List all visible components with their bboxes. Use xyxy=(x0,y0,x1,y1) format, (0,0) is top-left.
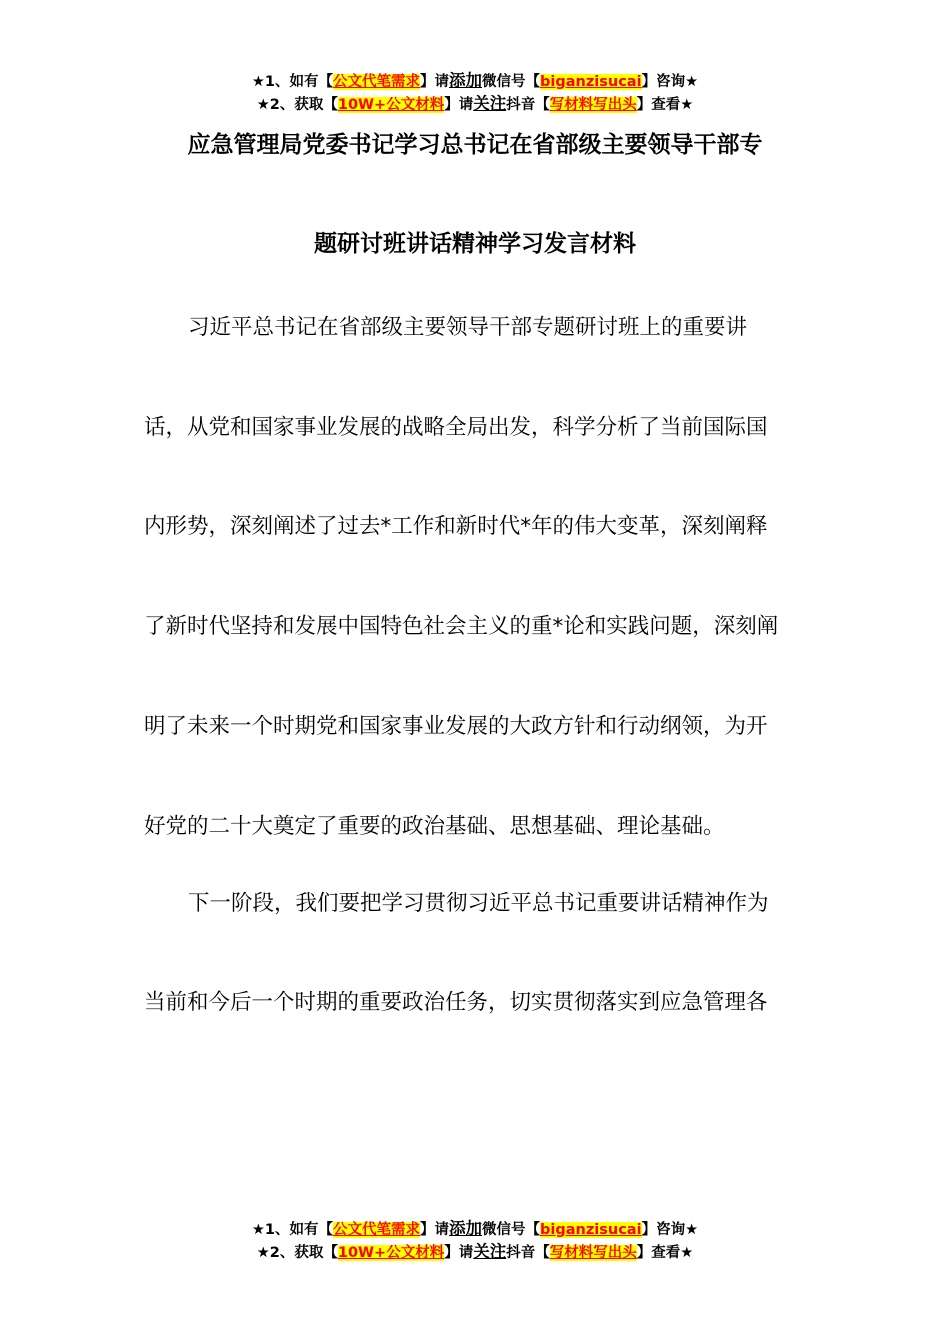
promo-text: 】请 xyxy=(420,74,450,90)
body-line: 下一阶段，我们要把学习贯彻习近平总书记重要讲话精神作为 xyxy=(188,891,769,916)
promo-text: 】请 xyxy=(444,97,474,113)
promo-text: 】请 xyxy=(444,1245,474,1261)
promo-highlight-douyin: 写材料写出头 xyxy=(549,97,637,113)
promo-highlight-service: 公文代笔需求 xyxy=(333,74,421,90)
promo-text: 】请 xyxy=(420,1222,450,1238)
promo-text: ★1、如有【 xyxy=(251,74,334,90)
promo-text: 】咨询★ xyxy=(641,74,699,90)
promo-footer xyxy=(0,1218,950,1264)
promo-text: ★2、获取【 xyxy=(256,1245,338,1261)
promo-emphasis: 关注 xyxy=(473,1242,507,1261)
body-line: 话，从党和国家事业发展的战略全局出发，科学分析了当前国际国 xyxy=(144,415,768,440)
promo-highlight-materials: 10W+公文材料 xyxy=(337,1245,445,1261)
promo-line-1 xyxy=(0,70,950,93)
promo-text: ★1、如有【 xyxy=(251,1222,334,1238)
promo-highlight-wechat-id: biganzisucai xyxy=(540,74,642,90)
promo-emphasis: 添加 xyxy=(449,1219,483,1238)
promo-text: 抖音【 xyxy=(506,97,550,113)
promo-highlight-wechat-id: biganzisucai xyxy=(540,1222,642,1238)
promo-text: 】咨询★ xyxy=(641,1222,699,1238)
body-line: 了新时代坚持和发展中国特色社会主义的重*论和实践问题，深刻阐 xyxy=(144,614,779,639)
promo-emphasis: 关注 xyxy=(473,94,507,113)
promo-text: ★2、获取【 xyxy=(256,97,338,113)
body-line: 当前和今后一个时期的重要政治任务，切实贯彻落实到应急管理各 xyxy=(144,990,768,1015)
promo-emphasis: 添加 xyxy=(449,71,483,90)
promo-highlight-service: 公文代笔需求 xyxy=(333,1222,421,1238)
body-line: 好党的二十大奠定了重要的政治基础、思想基础、理论基础。 xyxy=(144,814,725,839)
promo-text: 】查看★ xyxy=(636,97,694,113)
promo-highlight-materials: 10W+公文材料 xyxy=(337,97,445,113)
promo-line-2 xyxy=(0,1241,950,1264)
document-title-line-1: 应急管理局党委书记学习总书记在省部级主要领导干部专 xyxy=(187,132,763,158)
document-title-line-2: 题研讨班讲话精神学习发言材料 xyxy=(314,231,636,257)
promo-text: 微信号【 xyxy=(482,74,541,90)
promo-text: 抖音【 xyxy=(506,1245,550,1261)
promo-text: 微信号【 xyxy=(482,1222,541,1238)
promo-line-2 xyxy=(0,93,950,116)
promo-text: 】查看★ xyxy=(636,1245,694,1261)
promo-header xyxy=(0,70,950,116)
promo-highlight-douyin: 写材料写出头 xyxy=(549,1245,637,1261)
body-line: 明了未来一个时期党和国家事业发展的大政方针和行动纲领，为开 xyxy=(144,714,768,739)
body-line: 内形势，深刻阐述了过去*工作和新时代*年的伟大变革，深刻阐释 xyxy=(144,514,768,539)
body-line: 习近平总书记在省部级主要领导干部专题研讨班上的重要讲 xyxy=(188,315,748,340)
promo-line-1 xyxy=(0,1218,950,1241)
